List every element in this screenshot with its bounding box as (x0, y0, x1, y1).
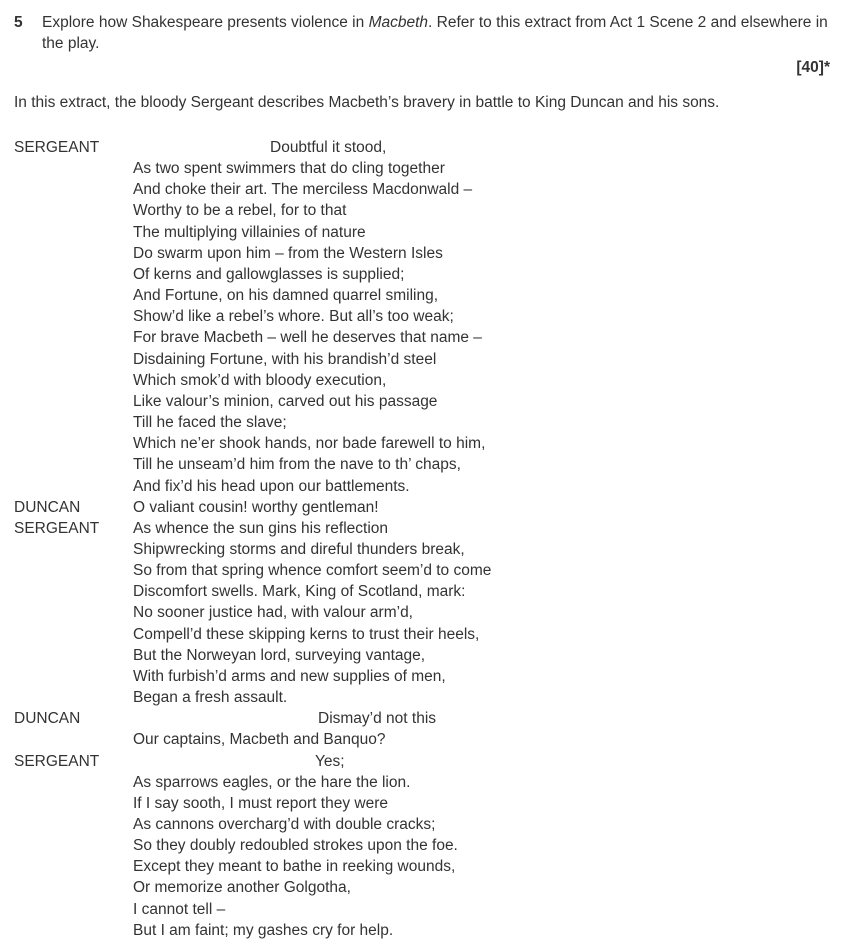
dialogue-line (14, 518, 830, 539)
dialogue-line (14, 285, 830, 306)
verse-line: Till he faced the slave; (133, 414, 287, 432)
verse-line: But I am faint; my gashes cry for help. (133, 921, 394, 939)
speaker-label: SERGEANT (14, 139, 100, 156)
verse-line: As sparrows eagles, or the hare the lion. (133, 773, 411, 791)
verse-line: Show’d like a rebel’s whore. But all’s too weak; (133, 308, 454, 326)
verse-line: Compell’d these skipping kerns to trust their heels, (133, 625, 480, 643)
dialogue-line (14, 539, 830, 560)
verse-line: Of kerns and gallowglasses is supplied; (133, 265, 405, 283)
dialogue-line (14, 370, 830, 391)
dialogue-line (14, 793, 830, 814)
verse-line: Do swarm upon him – from the Western Isles (133, 244, 443, 262)
verse-line: Which smok’d with bloody execution, (133, 371, 387, 389)
verse-line: So they doubly redoubled strokes upon the foe. (133, 837, 458, 855)
dialogue-line (14, 814, 830, 835)
verse-line: No sooner justice had, with valour arm’d, (133, 604, 413, 622)
dialogue-line (14, 645, 830, 666)
question-text-after: . Refer to this extract from Act 1 Scene 2 and elsewhere in the play. (42, 14, 828, 52)
question-block (14, 12, 830, 54)
verse-line: Disdaining Fortune, with his brandish’d steel (133, 350, 437, 368)
dialogue-line (14, 200, 830, 221)
dialogue-line (14, 179, 830, 200)
speaker-label: DUNCAN (14, 710, 81, 728)
verse-line: Except they meant to bathe in reeking wounds, (133, 858, 456, 876)
question-text (42, 12, 830, 54)
verse-line: The multiplying villainies of nature (133, 223, 366, 241)
dialogue-line (14, 412, 830, 433)
verse-line: Our captains, Macbeth and Banquo? (133, 731, 386, 749)
dialogue-line (14, 306, 830, 327)
dialogue-line (14, 899, 830, 920)
verse-line: As two spent swimmers that do cling together (133, 160, 445, 178)
dialogue-line (14, 454, 830, 475)
dialogue-line (14, 391, 830, 412)
marks-badge: [40]* (796, 59, 830, 76)
dialogue-line (14, 581, 830, 602)
dialogue-line (14, 687, 830, 708)
verse-line: As cannons overcharg’d with double cracks; (133, 816, 436, 833)
dialogue-line (14, 920, 830, 941)
dialogue-line (14, 602, 830, 623)
dialogue-line (14, 624, 830, 645)
dialogue-line (14, 560, 830, 581)
dialogue-line (14, 835, 830, 856)
verse-line: So from that spring whence comfort seem’d to come (133, 562, 492, 580)
verse-line: If I say sooth, I must report they were (133, 794, 388, 812)
play-title: Macbeth (368, 14, 429, 31)
speaker-label: DUNCAN (14, 498, 81, 516)
question-number: 5 (14, 14, 23, 31)
verse-line: But the Norweyan lord, surveying vantage, (133, 646, 426, 664)
dialogue-line (14, 772, 830, 793)
dialogue-line (14, 856, 830, 877)
dialogue-line (14, 243, 830, 264)
dialogue-line (14, 349, 830, 370)
dialogue-line (14, 137, 830, 158)
speaker-label: SERGEANT (14, 752, 100, 770)
dialogue-line (14, 433, 830, 454)
dialogue-line (14, 708, 830, 729)
dialogue (14, 137, 830, 941)
verse-line: For brave Macbeth – well he deserves that name – (133, 329, 482, 347)
verse-line: Or memorize another Golgotha, (133, 879, 351, 897)
verse-line: Yes; (315, 752, 345, 770)
question-text-before: Explore how Shakespeare presents violence in (42, 14, 369, 31)
dialogue-line (14, 222, 830, 243)
verse-line: Which ne’er shook hands, nor bade farewell to him, (133, 435, 486, 453)
verse-line: With furbish’d arms and new supplies of men, (133, 667, 446, 685)
verse-line: Began a fresh assault. (133, 689, 288, 707)
verse-line: Like valour’s minion, carved out his passage (133, 392, 438, 410)
speaker-label: SERGEANT (14, 519, 100, 537)
dialogue-line (14, 666, 830, 687)
extract-intro: In this extract, the bloody Sergeant describes Macbeth’s bravery in battle to King Duncan and his sons. (14, 94, 720, 111)
verse-line: O valiant cousin! worthy gentleman! (133, 498, 379, 516)
verse-line: Doubtful it stood, (270, 139, 387, 156)
dialogue-line (14, 729, 830, 750)
verse-line: I cannot tell – (133, 900, 226, 918)
dialogue-line (14, 751, 830, 772)
verse-line: Worthy to be a rebel, for to that (133, 202, 347, 220)
verse-line: Till he unseam’d him from the nave to th’ chaps, (133, 456, 461, 474)
verse-line: As whence the sun gins his reflection (133, 519, 389, 537)
dialogue-line (14, 327, 830, 348)
verse-line: Shipwrecking storms and direful thunders break, (133, 540, 465, 558)
verse-line: Dismay’d not this (318, 710, 437, 728)
dialogue-line (14, 877, 830, 898)
verse-line: And fix’d his head upon our battlements. (133, 477, 410, 495)
dialogue-line (14, 158, 830, 179)
verse-line: And choke their art. The merciless Macdonwald – (133, 181, 473, 199)
verse-line: And Fortune, on his damned quarrel smiling, (133, 287, 438, 305)
dialogue-line (14, 264, 830, 285)
dialogue-line (14, 497, 830, 518)
verse-line: Discomfort swells. Mark, King of Scotland, mark: (133, 583, 466, 601)
dialogue-line (14, 476, 830, 497)
